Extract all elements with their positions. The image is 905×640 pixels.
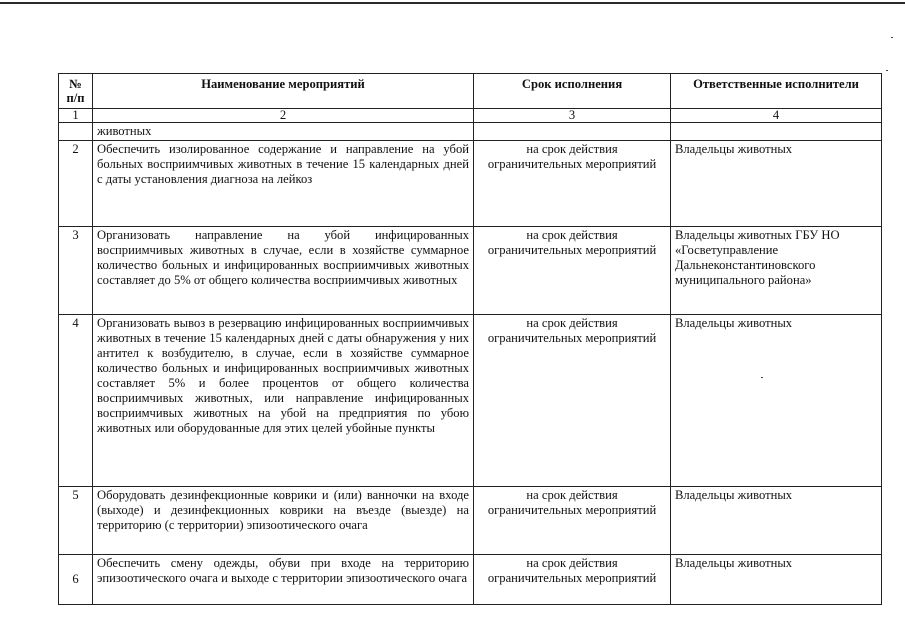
row-num: 4 bbox=[59, 315, 93, 487]
row-num: 2 bbox=[59, 141, 93, 227]
row-term: на срок действия ограничительных мероприятий bbox=[474, 487, 671, 555]
row-term: на срок действия ограничительных мероприятий bbox=[474, 141, 671, 227]
row-responsible: Владельцы животных bbox=[671, 141, 882, 227]
table-row bbox=[59, 555, 882, 605]
row-text: Организовать направление на убой инфицированных восприимчивых животных в случае, если в хозяйстве суммарное количество больных и инфицированных восприимчивых животных составляет до 5% от общего количества восприимчивых животных bbox=[93, 227, 474, 315]
row-text: животных bbox=[93, 123, 474, 141]
row-responsible: Владельцы животных bbox=[671, 555, 882, 605]
header-name: Наименование мероприятий bbox=[93, 74, 474, 109]
row-responsible: Владельцы животных bbox=[671, 315, 882, 487]
continuation-row bbox=[59, 123, 882, 141]
row-text: Оборудовать дезинфекционные коврики и (или) ванночки на входе (выходе) и дезинфекционных коврики на въезде (выезде) на территорию (с территории) эпизоотического очага bbox=[93, 487, 474, 555]
measures-table bbox=[58, 73, 882, 605]
top-border-line bbox=[0, 2, 905, 4]
row-responsible: Владельцы животных ГБУ НО «Госветуправление Дальнеконстантиновского муниципального района» bbox=[671, 227, 882, 315]
row-text: Обеспечить изолированное содержание и направление на убой больных восприимчивых животных в течение 15 календарных дней с даты установления диагноза на лейкоз bbox=[93, 141, 474, 227]
row-num: 5 bbox=[59, 487, 93, 555]
table-row bbox=[59, 141, 882, 227]
index-cell: 1 bbox=[59, 109, 93, 123]
row-term bbox=[474, 123, 671, 141]
row-text: Обеспечить смену одежды, обуви при входе на территорию эпизоотического очага и выходе с территории эпизоотического очага bbox=[93, 555, 474, 605]
scan-speck bbox=[886, 70, 888, 71]
row-responsible: Владельцы животных bbox=[671, 487, 882, 555]
row-term: на срок действия ограничительных мероприятий bbox=[474, 227, 671, 315]
row-term: на срок действия ограничительных мероприятий bbox=[474, 315, 671, 487]
row-num: 3 bbox=[59, 227, 93, 315]
row-num: 6 bbox=[59, 555, 93, 605]
header-term: Срок исполнения bbox=[474, 74, 671, 109]
index-cell: 3 bbox=[474, 109, 671, 123]
index-cell: 4 bbox=[671, 109, 882, 123]
row-term: на срок действия ограничительных мероприятий bbox=[474, 555, 671, 605]
index-cell: 2 bbox=[93, 109, 474, 123]
row-text: Организовать вывоз в резервацию инфицированных восприимчивых животных в течение 15 календарных дней с даты обнаружения у них антител к возбудителю, в случае, если в хозяйстве суммарное количество больных и инфицированных восприимчивых животных составляет 5% и более процентов от общего количества восприимчивых животных, или направление инфицированных восприимчивых животных на убой на предприятия по убою животных или оборудованные для этих целей убойные пункты bbox=[93, 315, 474, 487]
column-index-row bbox=[59, 109, 882, 123]
header-num: № п/п bbox=[59, 74, 93, 109]
scan-speck bbox=[891, 37, 893, 38]
header-responsible: Ответственные исполнители bbox=[671, 74, 882, 109]
row-num bbox=[59, 123, 93, 141]
header-row bbox=[59, 74, 882, 109]
table-row bbox=[59, 487, 882, 555]
table-row bbox=[59, 227, 882, 315]
table-row bbox=[59, 315, 882, 487]
row-responsible bbox=[671, 123, 882, 141]
